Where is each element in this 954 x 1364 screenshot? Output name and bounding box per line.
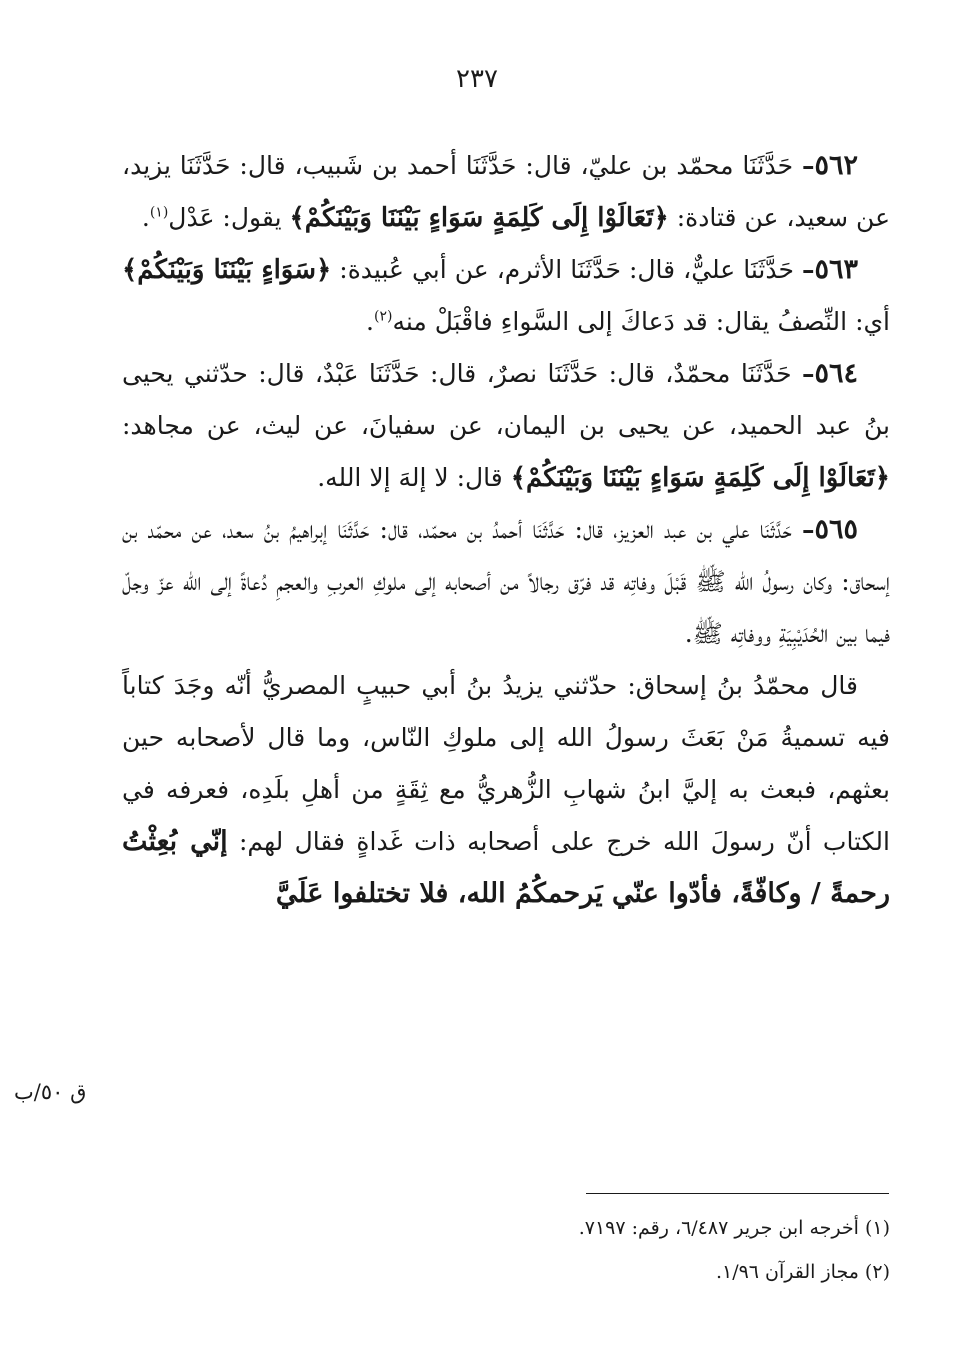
footnote-1: (١) أخرجه ابن جرير ٦/٤٨٧، رقم: ٧١٩٧. bbox=[578, 1217, 890, 1239]
page-number: ٢٣٧ bbox=[456, 64, 498, 94]
main-text bbox=[122, 140, 890, 920]
hadith-dash: – bbox=[801, 515, 815, 544]
continuation-text: قال محمّدُ بنُ إسحاق: حدّثني يزيدُ بنُ أبي حبيبٍ المصريُّ أنّه وجَدَ كتاباً فيه تسميةُ مَنْ بَعَثَ رسولُ الله إلى ملوكِ النّاس، وما قال لأصحابه حين بعثهم، فبعث به إليَّ ابنُ شهابِ الزُّهريُّ مع ثِقَةٍ من أهلِ بلَدِه، فعرفه في الكتاب أنّ رسولَ الله خرج على أصحابه ذات غَداةٍ فقال لهم: bbox=[122, 671, 890, 856]
hadith-number: ٥٦٤ bbox=[814, 358, 858, 389]
quran-verse: ﴿سَوَاءٍ بَيْنَنَا وَبَيْنَكُمْ﴾ bbox=[122, 255, 332, 285]
hadith-number: ٥٦٢ bbox=[814, 150, 858, 181]
hadith-text-end: . bbox=[141, 203, 150, 232]
quran-verse: ﴿تَعَالَوْا إِلَى كَلِمَةٍ سَوَاءٍ بَيْنَنَا وَبَيْنَكُمْ﴾ bbox=[289, 203, 669, 233]
prophetic-saying: إنّي بُعِثْتُ رحمةً / وكافّةً، فأدّوا عنّي يَرحمكُمُ الله، فلا تختلفوا عَلَيَّ bbox=[122, 826, 890, 909]
manuscript-folio-note: ق ٥٠/ب bbox=[14, 1080, 87, 1104]
hadith-dash: – bbox=[801, 359, 815, 388]
continuation-paragraph bbox=[122, 660, 890, 920]
hadith-565 bbox=[122, 504, 890, 660]
hadith-text: حَدَّثَنَا محمّدٌ، قال: حَدَّثَنَا نصرٌ، قال: حَدَّثَنَا عَبْدٌ، قال: حدّثني يحيى بنُ عبد الحميد، عن يحيى بن اليمان، عن سفيانَ، عن ليث، عن مجاهد: bbox=[122, 359, 890, 440]
hadith-dash: – bbox=[801, 151, 815, 180]
hadith-text-after: أي: النِّصفُ يقال: قد دَعاكَ إلى السَّواءِ فاقْبَلْ منه bbox=[392, 307, 890, 336]
hadith-564 bbox=[122, 348, 890, 504]
footnote-ref: (٢) bbox=[373, 308, 393, 325]
hadith-text: حَدَّثَنَا عليٌّ، قال: حَدَّثَنَا الأثرم، عن أبي عُبيدة: bbox=[331, 255, 802, 284]
footnote-divider bbox=[586, 1193, 889, 1194]
hadith-number: ٥٦٣ bbox=[814, 254, 858, 285]
hadith-562 bbox=[122, 140, 890, 244]
quran-verse: ﴿تَعَالَوْا إِلَى كَلِمَةٍ سَوَاءٍ بَيْنَنَا وَبَيْنَكُمْ﴾ bbox=[510, 463, 890, 493]
hadith-text: حَدَّثَنَا محمّد بن عليّ، قال: حَدَّثَنَا أحمد بن شَبيب، قال: حَدَّثَنَا يزيد، عن سعيد، عن قتادة: bbox=[122, 151, 890, 232]
hadith-563 bbox=[122, 244, 890, 348]
hadith-text-end: . bbox=[366, 307, 374, 336]
footnote-ref: (١) bbox=[149, 204, 169, 221]
hadith-text-after: يقول: عَدْل bbox=[168, 203, 290, 232]
hadith-number: ٥٦٥ bbox=[814, 514, 858, 545]
hadith-text: حَدَّثَنَا علي بن عبد العزيز، قال: حَدَّثَنَا أحمدُ بن محمّد، قال: حَدَّثَنَا إبراهيمُ بنُ سعد، عن محمّد بن إسحاق: وكان رسولُ الله ﷺ قَبْلَ وفاتِه قد فرّق رجالاً من أصحابه إلى ملوكِ العربِ والعجمِ دُعاةً إلى الله عزّ وجلّ فيما بين الحُدَيْبِيَةِ ووفاتِه ﷺ. bbox=[122, 515, 890, 648]
footnote-2: (٢) مجاز القرآن ١/٩٦. bbox=[715, 1261, 890, 1283]
hadith-dash: – bbox=[801, 255, 815, 284]
footnotes bbox=[380, 1206, 890, 1294]
hadith-text-after: قال: لا إلهَ إلا الله. bbox=[317, 463, 511, 492]
